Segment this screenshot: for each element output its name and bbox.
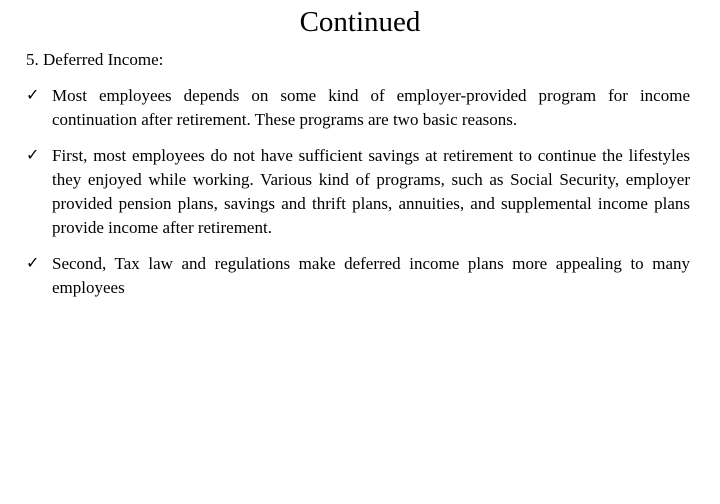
bullet-item-2 [26, 144, 690, 240]
bullet-item-1 [26, 84, 690, 132]
bullet-item-3 [26, 252, 690, 300]
checkmark-icon: ✓ [26, 147, 40, 164]
section-heading: 5. Deferred Income: [26, 50, 164, 69]
bullet-text: Second, Tax law and regulations make deferred income plans more appealing to many employees [52, 254, 690, 297]
bullet-text: Most employees depends on some kind of employer-provided program for income continuation after retirement. These programs are two basic reasons. [52, 86, 690, 129]
checkmark-icon: ✓ [26, 87, 40, 104]
checkmark-icon: ✓ [26, 255, 40, 272]
slide-title: Continued [299, 6, 421, 38]
bullet-text: First, most employees do not have sufficient savings at retirement to continue the lifestyles they enjoyed while working. Various kind of programs, such as Social Security, employer provided pension plans, savings and thrift plans, annuities, and supplemental income plans provide income after retirement. [52, 146, 690, 237]
